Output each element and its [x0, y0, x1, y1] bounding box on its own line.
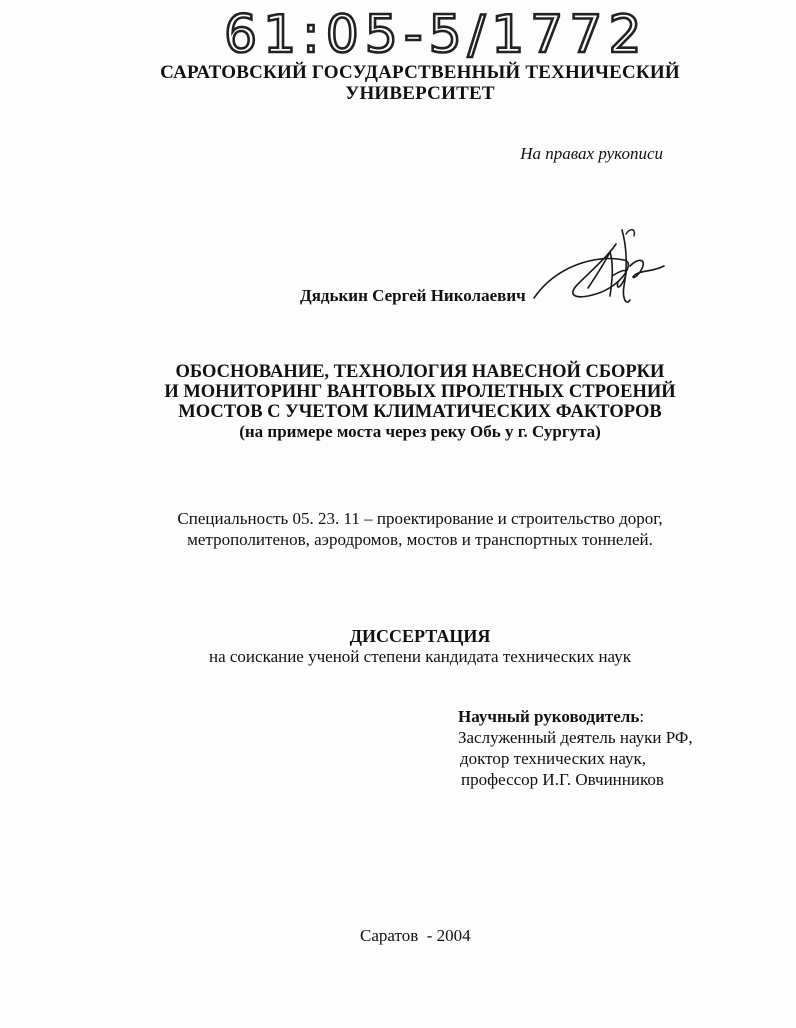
author-name: Дядькин Сергей Николаевич — [300, 286, 526, 305]
supervisor-heading-colon: : — [639, 707, 645, 726]
university-header — [0, 62, 796, 104]
specialty-line1: Специальность 05. 23. 11 – проектирование и строительство дорог, — [177, 509, 663, 528]
supervisor-line1: Заслуженный деятель науки РФ, — [458, 728, 693, 747]
supervisor-line3: профессор И.Г. Овчинников — [461, 770, 664, 789]
supervisor-heading: Научный руководитель — [458, 707, 640, 726]
handwritten-archive-number — [220, 2, 680, 62]
archive-number-glyphs: 61:05-5/1772 — [224, 5, 648, 62]
university-name-line1: САРАТОВСКИЙ ГОСУДАРСТВЕННЫЙ ТЕХНИЧЕСКИЙ — [160, 62, 680, 83]
supervisor-line2: доктор технических наук, — [460, 749, 647, 768]
author-signature — [526, 226, 676, 316]
title-line4: (на примере моста через реку Обь у г. Сургута) — [239, 422, 601, 441]
title-line2: И МОНИТОРИНГ ВАНТОВЫХ ПРОЛЕТНЫХ СТРОЕНИЙ — [164, 382, 676, 402]
scientific-supervisor — [458, 706, 758, 790]
title-line3: МОСТОВ С УЧЕТОМ КЛИМАТИЧЕСКИХ ФАКТОРОВ — [178, 402, 662, 422]
manuscript-rights-note: На правах рукописи — [520, 144, 663, 163]
title-line1: ОБОСНОВАНИЕ, ТЕХНОЛОГИЯ НАВЕСНОЙ СБОРКИ — [175, 362, 665, 382]
specialty-line2: метрополитенов, аэродромов, мостов и транспортных тоннелей. — [187, 530, 653, 549]
dissertation-degree: на соискание ученой степени кандидата технических наук — [208, 647, 631, 666]
dissertation-label — [0, 626, 796, 667]
dissertation-title — [0, 362, 796, 442]
university-name-line2: УНИВЕРСИТЕТ — [345, 83, 495, 104]
specialty-description — [0, 508, 796, 550]
city-and-year: Саратов - 2004 — [360, 926, 471, 945]
dissertation-heading: ДИССЕРТАЦИЯ — [349, 626, 491, 646]
